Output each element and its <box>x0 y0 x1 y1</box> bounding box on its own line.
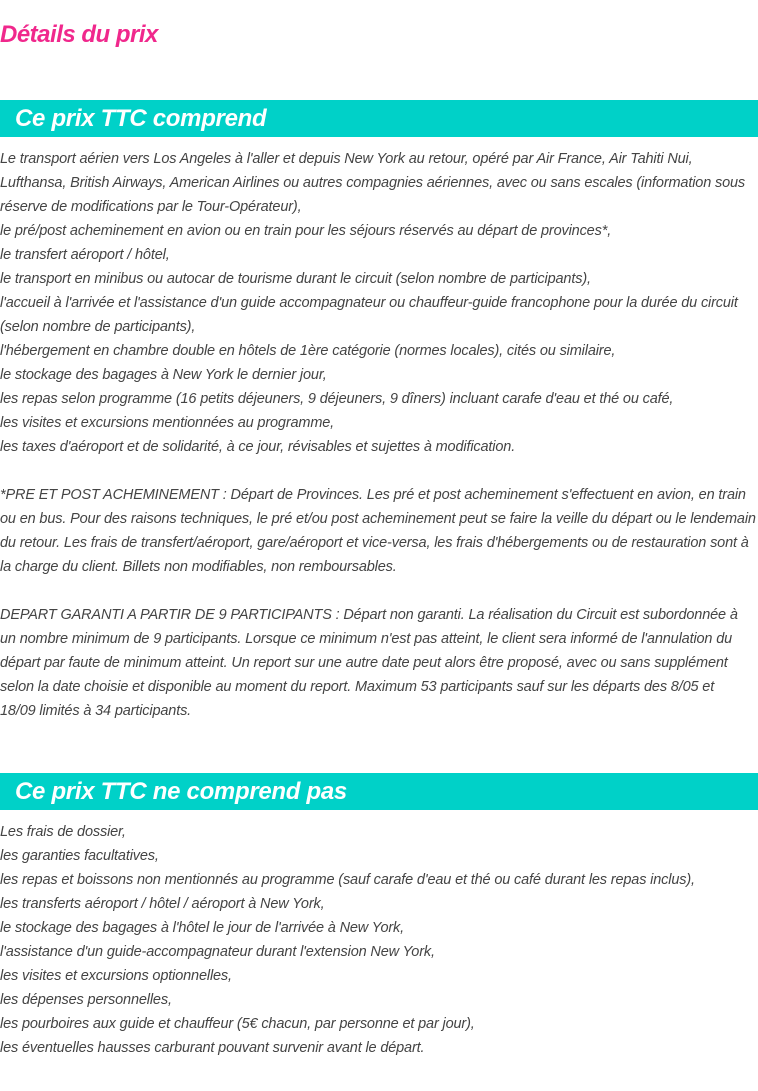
excluded-line: les éventuelles hausses carburant pouvant survenir avant le départ. <box>0 1040 425 1056</box>
included-line: le pré/post acheminement en avion ou en train pour les séjours réservés au départ de provinces*, <box>0 223 612 239</box>
included-line: les taxes d'aéroport et de solidarité, à ce jour, révisables et sujettes à modification. <box>0 439 516 455</box>
included-line: Le transport aérien vers Los Angeles à l'aller et depuis New York au retour, opéré par Air France, Air Tahiti Nui, <box>0 151 693 167</box>
note-line: départ par faute de minimum atteint. Un report sur une autre date peut alors être proposé, avec ou sans supplément <box>0 655 728 671</box>
included-line: le transport en minibus ou autocar de tourisme durant le circuit (selon nombre de participants), <box>0 271 591 287</box>
excluded-line: l'assistance d'un guide-accompagnateur durant l'extension New York, <box>0 944 435 960</box>
excluded-line: les dépenses personnelles, <box>0 992 172 1008</box>
note-line: ou en bus. Pour des raisons techniques, le pré et/ou post acheminement peut se faire la veille du départ ou le lendemain <box>0 511 756 527</box>
note-line: un nombre minimum de 9 participants. Lorsque ce minimum n'est pas atteint, le client sera informé de l'annulation du <box>0 631 733 647</box>
included-list <box>0 147 758 459</box>
included-line: les repas selon programme (16 petits déjeuners, 9 déjeuners, 9 dîners) incluant carafe d'eau et thé ou café, <box>0 391 674 407</box>
excluded-list <box>0 820 758 1060</box>
note-line: DEPART GARANTI A PARTIR DE 9 PARTICIPANTS : Départ non garanti. La réalisation du Circuit est subordonnée à <box>0 607 738 623</box>
included-line: le transfert aéroport / hôtel, <box>0 247 170 263</box>
excluded-line: Les frais de dossier, <box>0 824 126 840</box>
excluded-line: les garanties facultatives, <box>0 848 159 864</box>
included-line: l'hébergement en chambre double en hôtels de 1ère catégorie (normes locales), cités ou similaire, <box>0 343 616 359</box>
excluded-line: les transferts aéroport / hôtel / aéroport à New York, <box>0 896 325 912</box>
excluded-line: le stockage des bagages à l'hôtel le jour de l'arrivée à New York, <box>0 920 405 936</box>
note-line: la charge du client. Billets non modifiables, non remboursables. <box>0 559 397 575</box>
page-title: Détails du prix <box>0 21 158 48</box>
excluded-line: les pourboires aux guide et chauffeur (5€ chacun, par personne et par jour), <box>0 1016 475 1032</box>
included-section-heading: Ce prix TTC comprend <box>0 100 758 137</box>
included-line: (selon nombre de participants), <box>0 319 196 335</box>
excluded-line: les visites et excursions optionnelles, <box>0 968 232 984</box>
included-line: le stockage des bagages à New York le dernier jour, <box>0 367 327 383</box>
included-line: l'accueil à l'arrivée et l'assistance d'un guide accompagnateur ou chauffeur-guide francophone pour la durée du circuit <box>0 295 738 311</box>
excluded-line: les repas et boissons non mentionnés au programme (sauf carafe d'eau et thé ou café durant les repas inclus), <box>0 872 695 888</box>
note-line: du retour. Les frais de transfert/aéroport, gare/aéroport et vice-versa, les frais d'hébergements ou de restauration sont à <box>0 535 749 551</box>
note-line: selon la date choisie et disponible au moment du report. Maximum 53 participants sauf sur les départs des 8/05 et <box>0 679 715 695</box>
included-line: Lufthansa, British Airways, American Airlines ou autres compagnies aériennes, avec ou sans escales (information sous <box>0 175 746 191</box>
included-line: réserve de modifications par le Tour-Opérateur), <box>0 199 302 215</box>
included-line: les visites et excursions mentionnées au programme, <box>0 415 335 431</box>
guaranteed-departure-note <box>0 603 758 723</box>
note-line: 18/09 limités à 34 participants. <box>0 703 192 719</box>
note-line: *PRE ET POST ACHEMINEMENT : Départ de Provinces. Les pré et post acheminement s'effectuent en avion, en train <box>0 487 746 503</box>
excluded-section-heading: Ce prix TTC ne comprend pas <box>0 773 758 810</box>
pre-post-routing-note <box>0 483 758 579</box>
